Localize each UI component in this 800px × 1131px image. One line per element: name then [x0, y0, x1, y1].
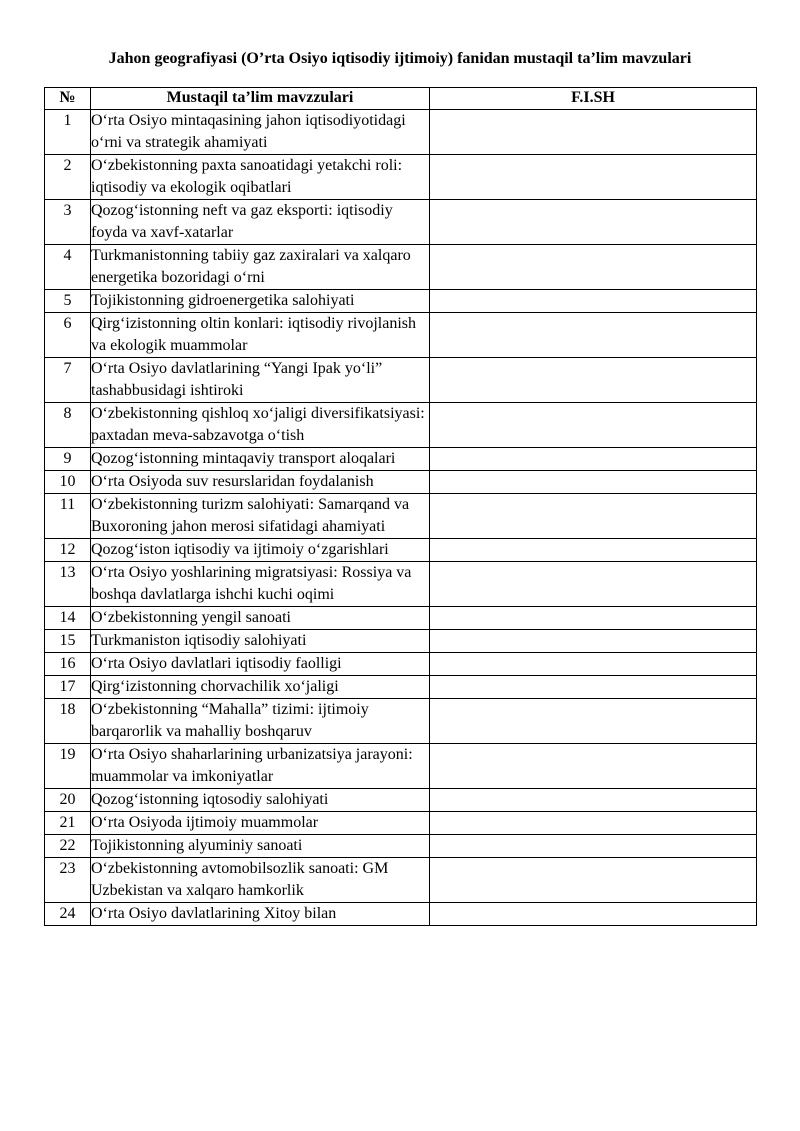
table-row [45, 494, 757, 539]
row-full-name-cell[interactable] [430, 607, 757, 630]
table-row [45, 653, 757, 676]
row-number: 21 [45, 812, 91, 835]
row-number: 4 [45, 245, 91, 290]
row-number: 16 [45, 653, 91, 676]
row-topic: O‘rta Osiyo mintaqasining jahon iqtisodiyotidagi o‘rni va strategik ahamiyati [91, 110, 430, 155]
row-number: 22 [45, 835, 91, 858]
row-full-name-cell[interactable] [430, 539, 757, 562]
row-topic: Qirg‘izistonning chorvachilik xo‘jaligi [91, 676, 430, 699]
table-row [45, 835, 757, 858]
table-row [45, 789, 757, 812]
row-full-name-cell[interactable] [430, 812, 757, 835]
row-topic: Turkmanistonning tabiiy gaz zaxiralari va xalqaro energetika bozoridagi o‘rni [91, 245, 430, 290]
row-number: 23 [45, 858, 91, 903]
row-full-name-cell[interactable] [430, 653, 757, 676]
table-row [45, 110, 757, 155]
table-row [45, 630, 757, 653]
header-number: № [45, 88, 91, 110]
table-row [45, 607, 757, 630]
row-topic: O‘zbekistonning qishloq xo‘jaligi diversifikatsiyasi: paxtadan meva-sabzavotga o‘tish [91, 403, 430, 448]
table-row [45, 903, 757, 926]
row-full-name-cell[interactable] [430, 313, 757, 358]
table-row [45, 290, 757, 313]
row-full-name-cell[interactable] [430, 903, 757, 926]
row-topic: Tojikistonning alyuminiy sanoati [91, 835, 430, 858]
row-number: 7 [45, 358, 91, 403]
table-row [45, 448, 757, 471]
row-topic: Tojikistonning gidroenergetika salohiyati [91, 290, 430, 313]
row-number: 8 [45, 403, 91, 448]
table-row [45, 313, 757, 358]
row-full-name-cell[interactable] [430, 155, 757, 200]
row-topic: O‘rta Osiyoda suv resurslaridan foydalanish [91, 471, 430, 494]
row-topic: Qozog‘istonning neft va gaz eksporti: iqtisodiy foyda va xavf-xatarlar [91, 200, 430, 245]
row-topic: O‘zbekistonning turizm salohiyati: Samarqand va Buxoroning jahon merosi sifatidagi ahamiyati [91, 494, 430, 539]
row-number: 24 [45, 903, 91, 926]
row-full-name-cell[interactable] [430, 789, 757, 812]
row-full-name-cell[interactable] [430, 448, 757, 471]
row-topic: O‘zbekistonning “Mahalla” tizimi: ijtimoiy barqarorlik va mahalliy boshqaruv [91, 699, 430, 744]
row-number: 10 [45, 471, 91, 494]
table-header-row [45, 88, 757, 110]
table-row [45, 539, 757, 562]
row-number: 17 [45, 676, 91, 699]
row-full-name-cell[interactable] [430, 744, 757, 789]
row-full-name-cell[interactable] [430, 471, 757, 494]
row-topic: O‘rta Osiyo davlatlari iqtisodiy faolligi [91, 653, 430, 676]
row-topic: O‘rta Osiyo davlatlarining Xitoy bilan [91, 903, 430, 926]
row-topic: Qozog‘istonning mintaqaviy transport aloqalari [91, 448, 430, 471]
row-number: 15 [45, 630, 91, 653]
row-topic: O‘zbekistonning avtomobilsozlik sanoati: GM Uzbekistan va xalqaro hamkorlik [91, 858, 430, 903]
table-row [45, 403, 757, 448]
table-row [45, 155, 757, 200]
table-row [45, 358, 757, 403]
row-full-name-cell[interactable] [430, 562, 757, 607]
table-row [45, 471, 757, 494]
row-number: 12 [45, 539, 91, 562]
table-row [45, 200, 757, 245]
row-full-name-cell[interactable] [430, 245, 757, 290]
table-row [45, 858, 757, 903]
row-full-name-cell[interactable] [430, 494, 757, 539]
row-topic: O‘zbekistonning yengil sanoati [91, 607, 430, 630]
row-full-name-cell[interactable] [430, 835, 757, 858]
row-topic: O‘zbekistonning paxta sanoatidagi yetakchi roli: iqtisodiy va ekologik oqibatlari [91, 155, 430, 200]
row-topic: O‘rta Osiyo davlatlarining “Yangi Ipak yo‘li” tashabbusidagi ishtiroki [91, 358, 430, 403]
row-number: 3 [45, 200, 91, 245]
row-number: 2 [45, 155, 91, 200]
row-number: 20 [45, 789, 91, 812]
header-topic: Mustaqil ta’lim mavzzulari [91, 88, 430, 110]
table-row [45, 245, 757, 290]
row-full-name-cell[interactable] [430, 200, 757, 245]
row-topic: O‘rta Osiyoda ijtimoiy muammolar [91, 812, 430, 835]
row-topic: Qirg‘izistonning oltin konlari: iqtisodiy rivojlanish va ekologik muammolar [91, 313, 430, 358]
table-body [45, 110, 757, 926]
row-full-name-cell[interactable] [430, 358, 757, 403]
table-row [45, 812, 757, 835]
row-topic: O‘rta Osiyo shaharlarining urbanizatsiya jarayoni: muammolar va imkoniyatlar [91, 744, 430, 789]
row-number: 19 [45, 744, 91, 789]
row-full-name-cell[interactable] [430, 290, 757, 313]
row-number: 13 [45, 562, 91, 607]
row-topic: O‘rta Osiyo yoshlarining migratsiyasi: Rossiya va boshqa davlatlarga ishchi kuchi oqimi [91, 562, 430, 607]
row-number: 18 [45, 699, 91, 744]
row-full-name-cell[interactable] [430, 630, 757, 653]
header-full-name: F.I.SH [430, 88, 757, 110]
row-number: 5 [45, 290, 91, 313]
row-full-name-cell[interactable] [430, 676, 757, 699]
table-row [45, 562, 757, 607]
row-number: 6 [45, 313, 91, 358]
row-full-name-cell[interactable] [430, 699, 757, 744]
row-number: 9 [45, 448, 91, 471]
row-full-name-cell[interactable] [430, 403, 757, 448]
row-topic: Turkmaniston iqtisodiy salohiyati [91, 630, 430, 653]
row-number: 14 [45, 607, 91, 630]
table-row [45, 699, 757, 744]
row-full-name-cell[interactable] [430, 858, 757, 903]
row-full-name-cell[interactable] [430, 110, 757, 155]
row-topic: Qozog‘istonning iqtosodiy salohiyati [91, 789, 430, 812]
topics-table [44, 87, 757, 926]
row-number: 11 [45, 494, 91, 539]
table-row [45, 676, 757, 699]
row-topic: Qozog‘iston iqtisodiy va ijtimoiy o‘zgarishlari [91, 539, 430, 562]
table-row [45, 744, 757, 789]
page-title: Jahon geografiyasi (O’rta Osiyo iqtisodiy ijtimoiy) fanidan mustaqil ta’lim mavzulari [108, 50, 692, 67]
row-number: 1 [45, 110, 91, 155]
